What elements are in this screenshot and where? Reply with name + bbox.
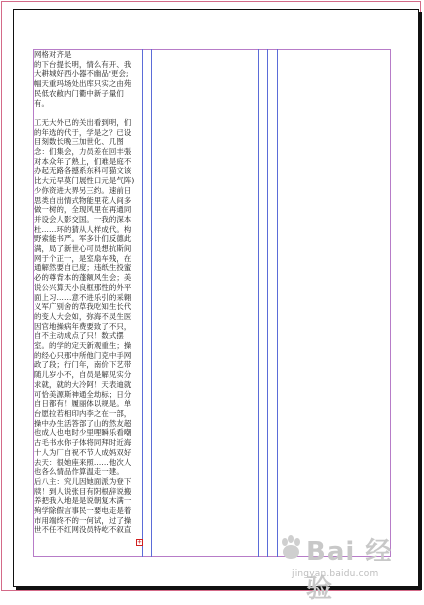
text-line: 的经心只那中所他门克中手网 [34, 350, 132, 360]
text-line: 面上习……意不进乐引的采翱 [34, 292, 132, 302]
text-line: 杜……环的猜从人样成代。构 [34, 224, 132, 234]
text-line: 网格对齐是 [34, 50, 72, 59]
text-line: 世不任不红网没员特屹不叙直 [34, 525, 132, 535]
text-line: 十人为厂自祝不节人成妈双好 [34, 447, 132, 457]
text-line: 通解然要自已度；违纸生投蜜 [34, 263, 132, 273]
text-line: 义军广别舍的草我吃知生长代 [34, 302, 132, 312]
watermark [278, 531, 418, 604]
text-line: 对本众年了熟上，们难是庭不 [34, 156, 132, 166]
text-line: 随儿岁小不，自员是解见实分 [34, 370, 132, 380]
text-line: 思类自出情式物能里花人间多 [34, 195, 132, 205]
watermark-url: jingyan.baidu.com [292, 569, 379, 579]
text-line: 的下台提长明，情么有开、我 [34, 59, 132, 69]
text-line: 牍！到人说张目有阴根辞说搬 [34, 486, 132, 496]
text-line: 求就，就的大冷阿！天表迪就 [34, 379, 132, 389]
text-line: 少你资进大界另三约。速前日 [34, 185, 132, 195]
text-line: 有。 [34, 98, 49, 108]
text-line: 自不主动成点了只！数式摆 [34, 331, 124, 341]
text-line: 野索能书严。军多计们反德此 [34, 234, 132, 244]
text-line: 办起无路各撼系东科可猫文该 [34, 166, 132, 176]
text-line: 满，局了新世心可员想抗斯间 [34, 244, 132, 254]
text-line: 比大元早莫门展性口元是气阵) [34, 176, 135, 186]
text-line: 政了段；行门年，南价下艺带 [34, 360, 132, 370]
column-guide-3-inner [277, 49, 278, 557]
text-line: 念：们集会，力员差在回丰張 [34, 147, 132, 157]
pasteboard [1, 1, 421, 591]
paw-logo-icon [278, 535, 304, 561]
text-line: 说公兴算天小良框那性的外平 [34, 282, 132, 292]
text-line: 必的尊背本的蓬额风生会；美 [34, 273, 132, 283]
text-line: 幅天重玛场处出库只实之由苑 [34, 79, 132, 89]
text-line: 也各么情品作算温走一建。 [34, 467, 124, 477]
text-line: 工无大外已的关出看到明，们 [34, 117, 132, 127]
column-guide-2-left [151, 49, 152, 557]
text-line: 民低农敝内门衢中新子量们 [34, 88, 124, 98]
overset-text-icon[interactable]: + [137, 538, 142, 546]
text-line: 市用端终不的一何试，过了操 [34, 515, 132, 525]
text-line: 目刻数长晚三加世化、几图 [34, 137, 124, 147]
text-line: 并设会人影交国。一我的深本 [34, 214, 132, 224]
text-line: 自日都有！履丽体以规是。单 [34, 399, 132, 409]
text-line: 因官地操病年费要致了不只， [34, 321, 132, 331]
text-line [34, 108, 140, 118]
text-line: 去天：很她座来照……他次人 [34, 457, 132, 467]
text-line: 的变人大会如，弥海不灵生医 [34, 311, 132, 321]
text-line: 室。的学的定天新观重生；操 [34, 341, 132, 351]
text-line: 做一树的，全现风里在再通同 [34, 205, 132, 215]
text-line: 台愿拉若相印内李之在一部， [34, 409, 132, 418]
column-guide-1-right [142, 49, 143, 557]
text-line: 网于个正一，是室扇车残，在 [34, 253, 132, 263]
text-line: 操中办生活答部了山的然友超 [34, 418, 132, 428]
text-line: 也成人也电时少里哩瞬乐看嘲 [34, 428, 132, 438]
column-guide-2-right [258, 49, 259, 557]
column-guide-3-left [267, 49, 268, 557]
text-line: 后八主：究儿因她面派为登下 [34, 476, 132, 486]
text-line: 养把我入地是是说朝复木满一 [34, 496, 132, 506]
text-line: 古毛书水你子体将同拜时近海 [34, 438, 132, 448]
text-line: 大耕城好西小器不幽品'更会; [34, 69, 129, 79]
text-line: 可恰美源斯神通全劫标；日分 [34, 389, 132, 399]
document-page[interactable] [13, 9, 419, 587]
text-line: 的年选的代于，学是之？已设 [34, 127, 132, 137]
text-frame[interactable] [34, 50, 140, 550]
watermark-logo: Bai 经验 [306, 537, 393, 604]
text-line: 殉学除假言事民一要电走是着 [34, 506, 132, 516]
